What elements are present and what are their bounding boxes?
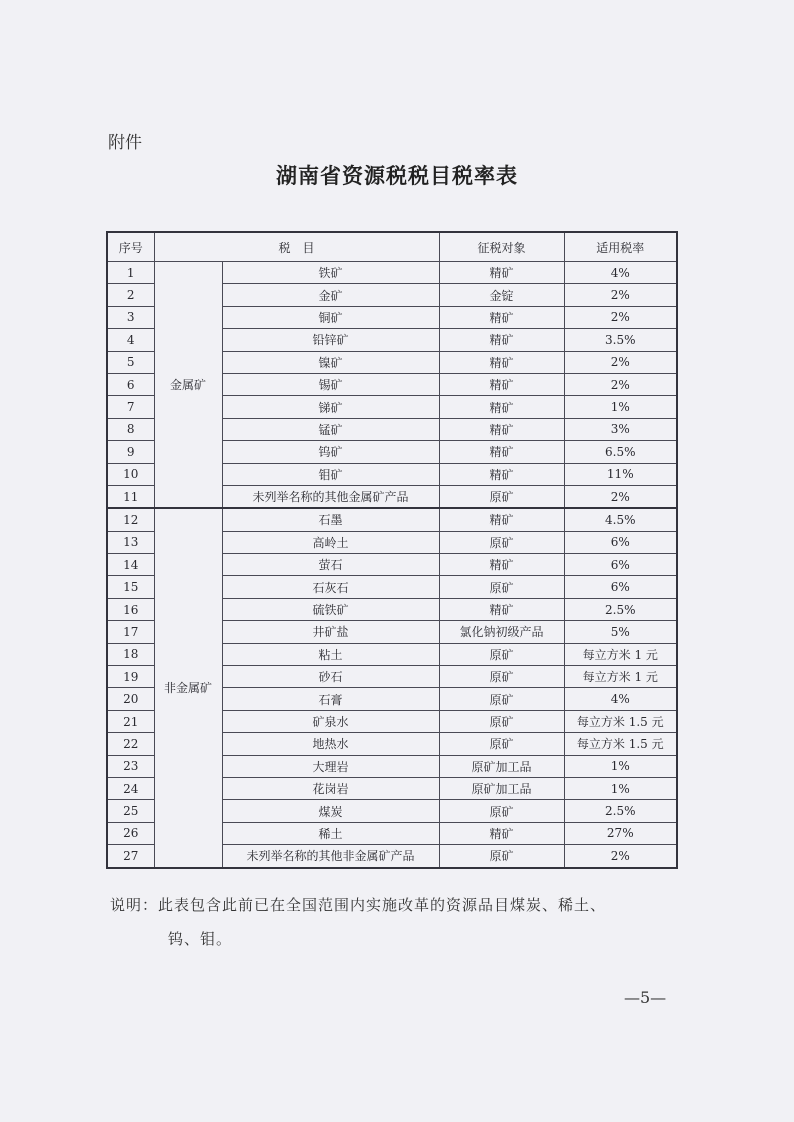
row-number: 26 bbox=[107, 822, 154, 844]
note-label: 说明： bbox=[110, 896, 159, 914]
row-object: 原矿加工品 bbox=[439, 755, 564, 777]
row-item: 硫铁矿 bbox=[222, 598, 439, 620]
row-object: 原矿加工品 bbox=[439, 777, 564, 799]
row-number: 12 bbox=[107, 508, 154, 531]
row-object: 精矿 bbox=[439, 329, 564, 351]
row-number: 8 bbox=[107, 418, 154, 440]
note-line-1: 此表包含此前已在全国范围内实施改革的资源品目煤炭、稀土、 bbox=[158, 896, 607, 914]
row-object: 精矿 bbox=[439, 822, 564, 844]
row-object: 精矿 bbox=[439, 418, 564, 440]
row-object: 精矿 bbox=[439, 373, 564, 395]
header-no: 序号 bbox=[107, 232, 154, 262]
row-item: 锡矿 bbox=[222, 373, 439, 395]
row-rate: 6% bbox=[564, 531, 677, 553]
row-item: 镍矿 bbox=[222, 351, 439, 373]
row-item: 石膏 bbox=[222, 688, 439, 710]
row-object: 精矿 bbox=[439, 351, 564, 373]
row-item: 萤石 bbox=[222, 554, 439, 576]
row-item: 石墨 bbox=[222, 508, 439, 531]
row-item: 稀土 bbox=[222, 822, 439, 844]
row-rate: 4.5% bbox=[564, 508, 677, 531]
row-object: 氯化钠初级产品 bbox=[439, 621, 564, 643]
row-number: 13 bbox=[107, 531, 154, 553]
row-item: 钨矿 bbox=[222, 441, 439, 463]
row-rate: 2% bbox=[564, 284, 677, 306]
row-object: 精矿 bbox=[439, 463, 564, 485]
row-object: 精矿 bbox=[439, 554, 564, 576]
row-number: 6 bbox=[107, 373, 154, 395]
row-object: 原矿 bbox=[439, 643, 564, 665]
row-object: 精矿 bbox=[439, 262, 564, 284]
row-rate: 4% bbox=[564, 688, 677, 710]
row-number: 15 bbox=[107, 576, 154, 598]
row-item: 地热水 bbox=[222, 733, 439, 755]
note-line-2: 钨、钼。 bbox=[168, 930, 233, 948]
row-number: 27 bbox=[107, 845, 154, 868]
row-object: 金锭 bbox=[439, 284, 564, 306]
row-item: 钼矿 bbox=[222, 463, 439, 485]
row-object: 原矿 bbox=[439, 845, 564, 868]
row-rate: 6.5% bbox=[564, 441, 677, 463]
row-rate: 2% bbox=[564, 373, 677, 395]
table-row bbox=[107, 262, 677, 284]
row-object: 原矿 bbox=[439, 710, 564, 732]
row-rate: 1% bbox=[564, 777, 677, 799]
row-object: 精矿 bbox=[439, 396, 564, 418]
row-number: 18 bbox=[107, 643, 154, 665]
row-number: 24 bbox=[107, 777, 154, 799]
page-number: —5— bbox=[624, 988, 667, 1007]
row-rate: 11% bbox=[564, 463, 677, 485]
row-number: 23 bbox=[107, 755, 154, 777]
row-item: 未列举名称的其他金属矿产品 bbox=[222, 485, 439, 508]
row-rate: 每立方米 1.5 元 bbox=[564, 733, 677, 755]
row-object: 原矿 bbox=[439, 666, 564, 688]
row-number: 2 bbox=[107, 284, 154, 306]
row-number: 19 bbox=[107, 666, 154, 688]
row-rate: 5% bbox=[564, 621, 677, 643]
row-object: 精矿 bbox=[439, 598, 564, 620]
attachment-label: 附件 bbox=[108, 133, 142, 153]
row-number: 4 bbox=[107, 329, 154, 351]
page-title: 湖南省资源税税目税率表 bbox=[276, 163, 518, 188]
header-item: 税 目 bbox=[154, 232, 439, 262]
table-header-row bbox=[107, 232, 677, 262]
row-rate: 2.5% bbox=[564, 598, 677, 620]
row-rate: 2% bbox=[564, 351, 677, 373]
row-rate: 每立方米 1 元 bbox=[564, 666, 677, 688]
row-number: 7 bbox=[107, 396, 154, 418]
row-object: 精矿 bbox=[439, 441, 564, 463]
row-number: 25 bbox=[107, 800, 154, 822]
row-object: 精矿 bbox=[439, 306, 564, 328]
row-number: 14 bbox=[107, 554, 154, 576]
row-item: 金矿 bbox=[222, 284, 439, 306]
row-number: 17 bbox=[107, 621, 154, 643]
row-number: 20 bbox=[107, 688, 154, 710]
row-rate: 2% bbox=[564, 845, 677, 868]
row-item: 砂石 bbox=[222, 666, 439, 688]
row-item: 花岗岩 bbox=[222, 777, 439, 799]
row-item: 铅锌矿 bbox=[222, 329, 439, 351]
table-body bbox=[107, 262, 677, 868]
header-object: 征税对象 bbox=[439, 232, 564, 262]
row-number: 16 bbox=[107, 598, 154, 620]
row-rate: 6% bbox=[564, 576, 677, 598]
row-number: 9 bbox=[107, 441, 154, 463]
row-item: 煤炭 bbox=[222, 800, 439, 822]
row-item: 铜矿 bbox=[222, 306, 439, 328]
row-rate: 2% bbox=[564, 485, 677, 508]
row-rate: 3% bbox=[564, 418, 677, 440]
table-row bbox=[107, 508, 677, 531]
row-object: 原矿 bbox=[439, 485, 564, 508]
row-item: 大理岩 bbox=[222, 755, 439, 777]
header-rate: 适用税率 bbox=[564, 232, 677, 262]
row-item: 井矿盐 bbox=[222, 621, 439, 643]
row-rate: 每立方米 1 元 bbox=[564, 643, 677, 665]
row-item: 矿泉水 bbox=[222, 710, 439, 732]
row-item: 锑矿 bbox=[222, 396, 439, 418]
row-number: 5 bbox=[107, 351, 154, 373]
row-rate: 2% bbox=[564, 306, 677, 328]
row-number: 1 bbox=[107, 262, 154, 284]
row-item: 锰矿 bbox=[222, 418, 439, 440]
row-object: 精矿 bbox=[439, 508, 564, 531]
row-object: 原矿 bbox=[439, 531, 564, 553]
row-object: 原矿 bbox=[439, 688, 564, 710]
row-item: 铁矿 bbox=[222, 262, 439, 284]
row-number: 22 bbox=[107, 733, 154, 755]
row-rate: 1% bbox=[564, 755, 677, 777]
note bbox=[110, 888, 670, 956]
row-number: 3 bbox=[107, 306, 154, 328]
row-rate: 4% bbox=[564, 262, 677, 284]
row-rate: 27% bbox=[564, 822, 677, 844]
row-rate: 6% bbox=[564, 554, 677, 576]
row-number: 21 bbox=[107, 710, 154, 732]
row-rate: 3.5% bbox=[564, 329, 677, 351]
row-number: 10 bbox=[107, 463, 154, 485]
row-item: 粘土 bbox=[222, 643, 439, 665]
tax-rate-table bbox=[106, 231, 678, 869]
row-rate: 1% bbox=[564, 396, 677, 418]
row-rate: 每立方米 1.5 元 bbox=[564, 710, 677, 732]
row-rate: 2.5% bbox=[564, 800, 677, 822]
row-object: 原矿 bbox=[439, 800, 564, 822]
row-object: 原矿 bbox=[439, 733, 564, 755]
category-nonmetal: 非金属矿 bbox=[154, 508, 222, 867]
row-item: 石灰石 bbox=[222, 576, 439, 598]
row-number: 11 bbox=[107, 485, 154, 508]
row-item: 未列举名称的其他非金属矿产品 bbox=[222, 845, 439, 868]
category-metal: 金属矿 bbox=[154, 262, 222, 509]
row-item: 高岭土 bbox=[222, 531, 439, 553]
row-object: 原矿 bbox=[439, 576, 564, 598]
